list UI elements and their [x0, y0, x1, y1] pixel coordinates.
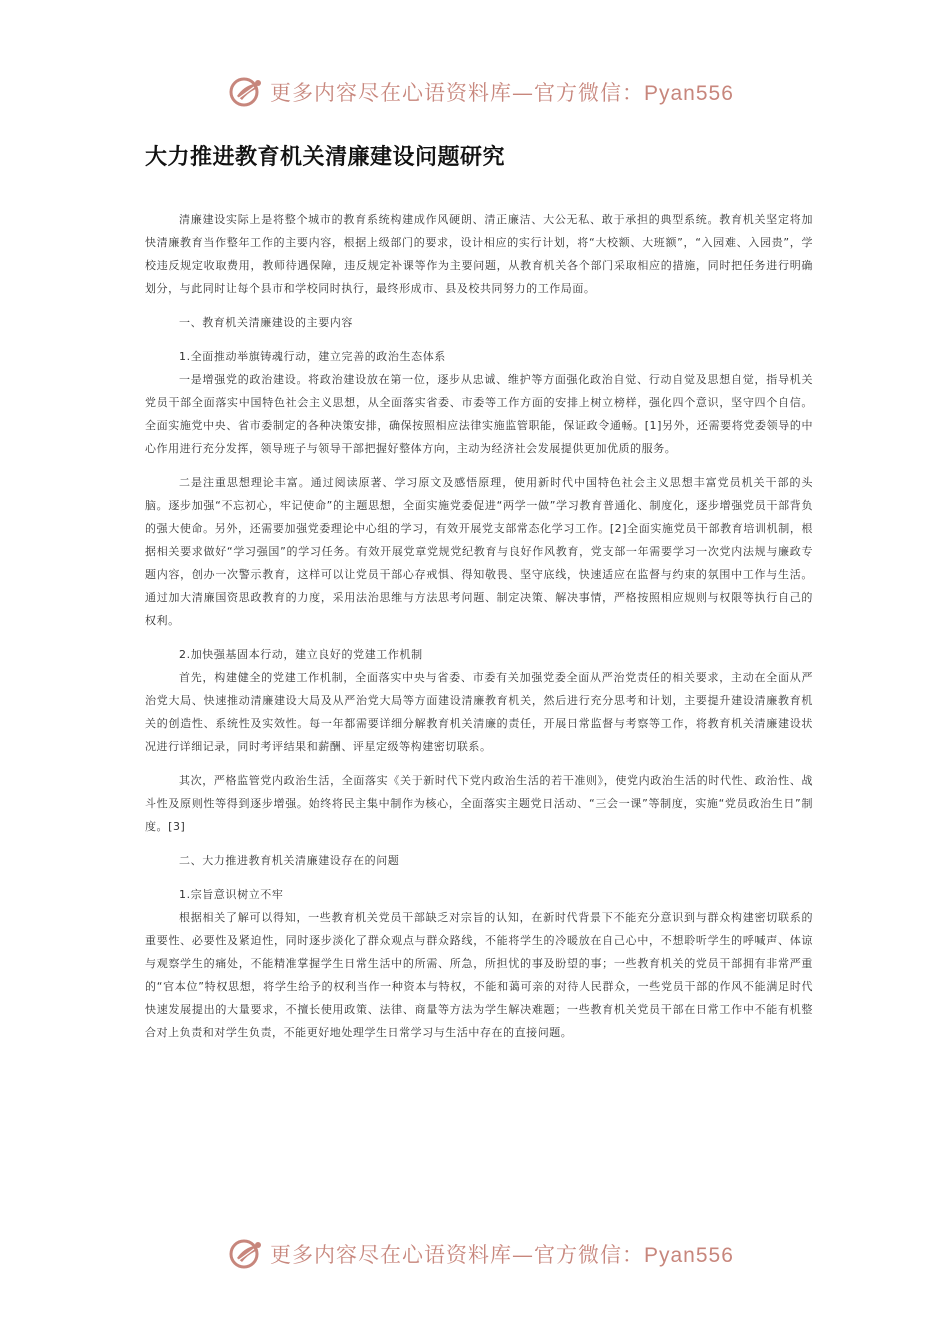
footer-banner-text: 更多内容尽在心语资料库—官方微信： — [270, 1243, 644, 1267]
header-banner — [228, 70, 734, 114]
section-heading: 一、教育机关清廉建设的主要内容 — [179, 316, 353, 329]
section-heading: 2.加快强基固本行动，建立良好的党建工作机制 — [179, 648, 423, 661]
document-title: 大力推进教育机关清廉建设问题研究 — [145, 145, 506, 170]
section-heading: 二、大力推进教育机关清廉建设存在的问题 — [179, 854, 400, 867]
section-heading: 1.全面推动举旗铸魂行动，建立完善的政治生态体系 — [179, 350, 446, 363]
book-logo-icon — [228, 1236, 264, 1272]
document-body — [145, 208, 813, 1044]
body-paragraph: 首先，构建健全的党建工作机制，全面落实中央与省委、市委有关加强党委全面从严治党责任的相关要求，主动在全面从严治党大局、快速推动清廉建设大局及从严治党大局等方面建设清廉教育机关，然后进行充分思考和计划，主要提升建设清廉教育机关的创造性、系统性及实效性。每一年都需要详细分解教育机关清廉的责任，开展日常监督与考察等工作，将教育机关清廉建设状况进行详细记录，同时考评结果和薪酬、评星定级等构建密切联系。 — [145, 671, 813, 753]
header-banner-text: 更多内容尽在心语资料库—官方微信： — [270, 81, 644, 105]
header-wechat-id: Pyan556 — [644, 82, 734, 105]
body-paragraph: 清廉建设实际上是将整个城市的教育系统构建成作风硬朗、清正廉洁、大公无私、敢于承担的典型系统。教育机关坚定将加快清廉教育当作整年工作的主要内容，根据上级部门的要求，设计相应的实行计划，将“大校额、大班额”，“入园难、入园贵”，学校违反规定收取费用，教师待遇保障，违反规定补课等作为主要问题，从教育机关各个部门采取相应的措施，同时把任务进行明确划分，与此同时让每个县市和学校同时执行，最终形成市、县及校共同努力的工作局面。 — [145, 213, 813, 295]
footer-wechat-id: Pyan556 — [644, 1244, 734, 1267]
book-logo-icon — [228, 74, 264, 110]
section-heading: 1.宗旨意识树立不牢 — [179, 888, 284, 901]
body-paragraph: 一是增强党的政治建设。将政治建设放在第一位，逐步从忠诚、维护等方面强化政治自觉、行动自觉及思想自觉，指导机关党员干部全面落实中国特色社会主义思想，从全面落实省委、市委等工作方面的安排上树立榜样，强化四个意识，坚守四个自信。全面实施党中央、省市委制定的各种决策安排，确保按照相应法律实施监管职能，保证政令通畅。[1]另外，还需要将党委领导的中心作用进行充分发挥，领导班子与领导干部把握好整体方向，主动为经济社会发展提供更加优质的服务。 — [145, 373, 813, 455]
body-paragraph: 二是注重思想理论丰富。通过阅读原著、学习原文及感悟原理，使用新时代中国特色社会主义思想丰富党员机关干部的头脑。逐步加强“不忘初心，牢记使命”的主题思想，全面实施党委促进“两学一做”学习教育普通化、制度化，逐步增强党员干部背负的强大使命。另外，还需要加强党委理论中心组的学习，有效开展党支部常态化学习工作。[2]全面实施党员干部教育培训机制，根据相关要求做好“学习强国”的学习任务。有效开展党章党规党纪教育与良好作风教育，党支部一年需要学习一次党内法规与廉政专题内容，创办一次警示教育，这样可以让党员干部心存戒惧、得知敬畏、坚守底线，快速适应在监督与约束的氛围中工作与生活。通过加大清廉国资思政教育的力度，采用法治思维与方法思考问题、制定决策、解决事情，严格按照相应规则与权限等执行自己的权利。 — [145, 476, 813, 627]
body-paragraph: 其次，严格监管党内政治生活，全面落实《关于新时代下党内政治生活的若干准则》，使党内政治生活的时代性、政治性、战斗性及原则性等得到逐步增强。始终将民主集中制作为核心，全面落实主题党日活动、“三会一课”等制度，实施“党员政治生日”制度。[3] — [145, 774, 813, 833]
footer-banner — [228, 1232, 734, 1276]
body-paragraph: 根据相关了解可以得知，一些教育机关党员干部缺乏对宗旨的认知，在新时代背景下不能充分意识到与群众构建密切联系的重要性、必要性及紧迫性，同时逐步淡化了群众观点与群众路线，不能将学生的冷暖放在自己心中，不想聆听学生的呼喊声、体谅与观察学生的痛处，不能精准掌握学生日常生活中的所需、所急，所担忧的事及盼望的事；一些教育机关的党员干部拥有非常严重的“官本位”特权思想，将学生给予的权利当作一种资本与特权，不能和蔼可亲的对待人民群众，一些党员干部的作风不能满足时代快速发展提出的大量要求，不擅长使用政策、法律、商量等方法为学生解决难题；一些教育机关党员干部在日常工作中不能有机整合对上负责和对学生负责，不能更好地处理学生日常学习与生活中存在的直接问题。 — [145, 911, 813, 1039]
